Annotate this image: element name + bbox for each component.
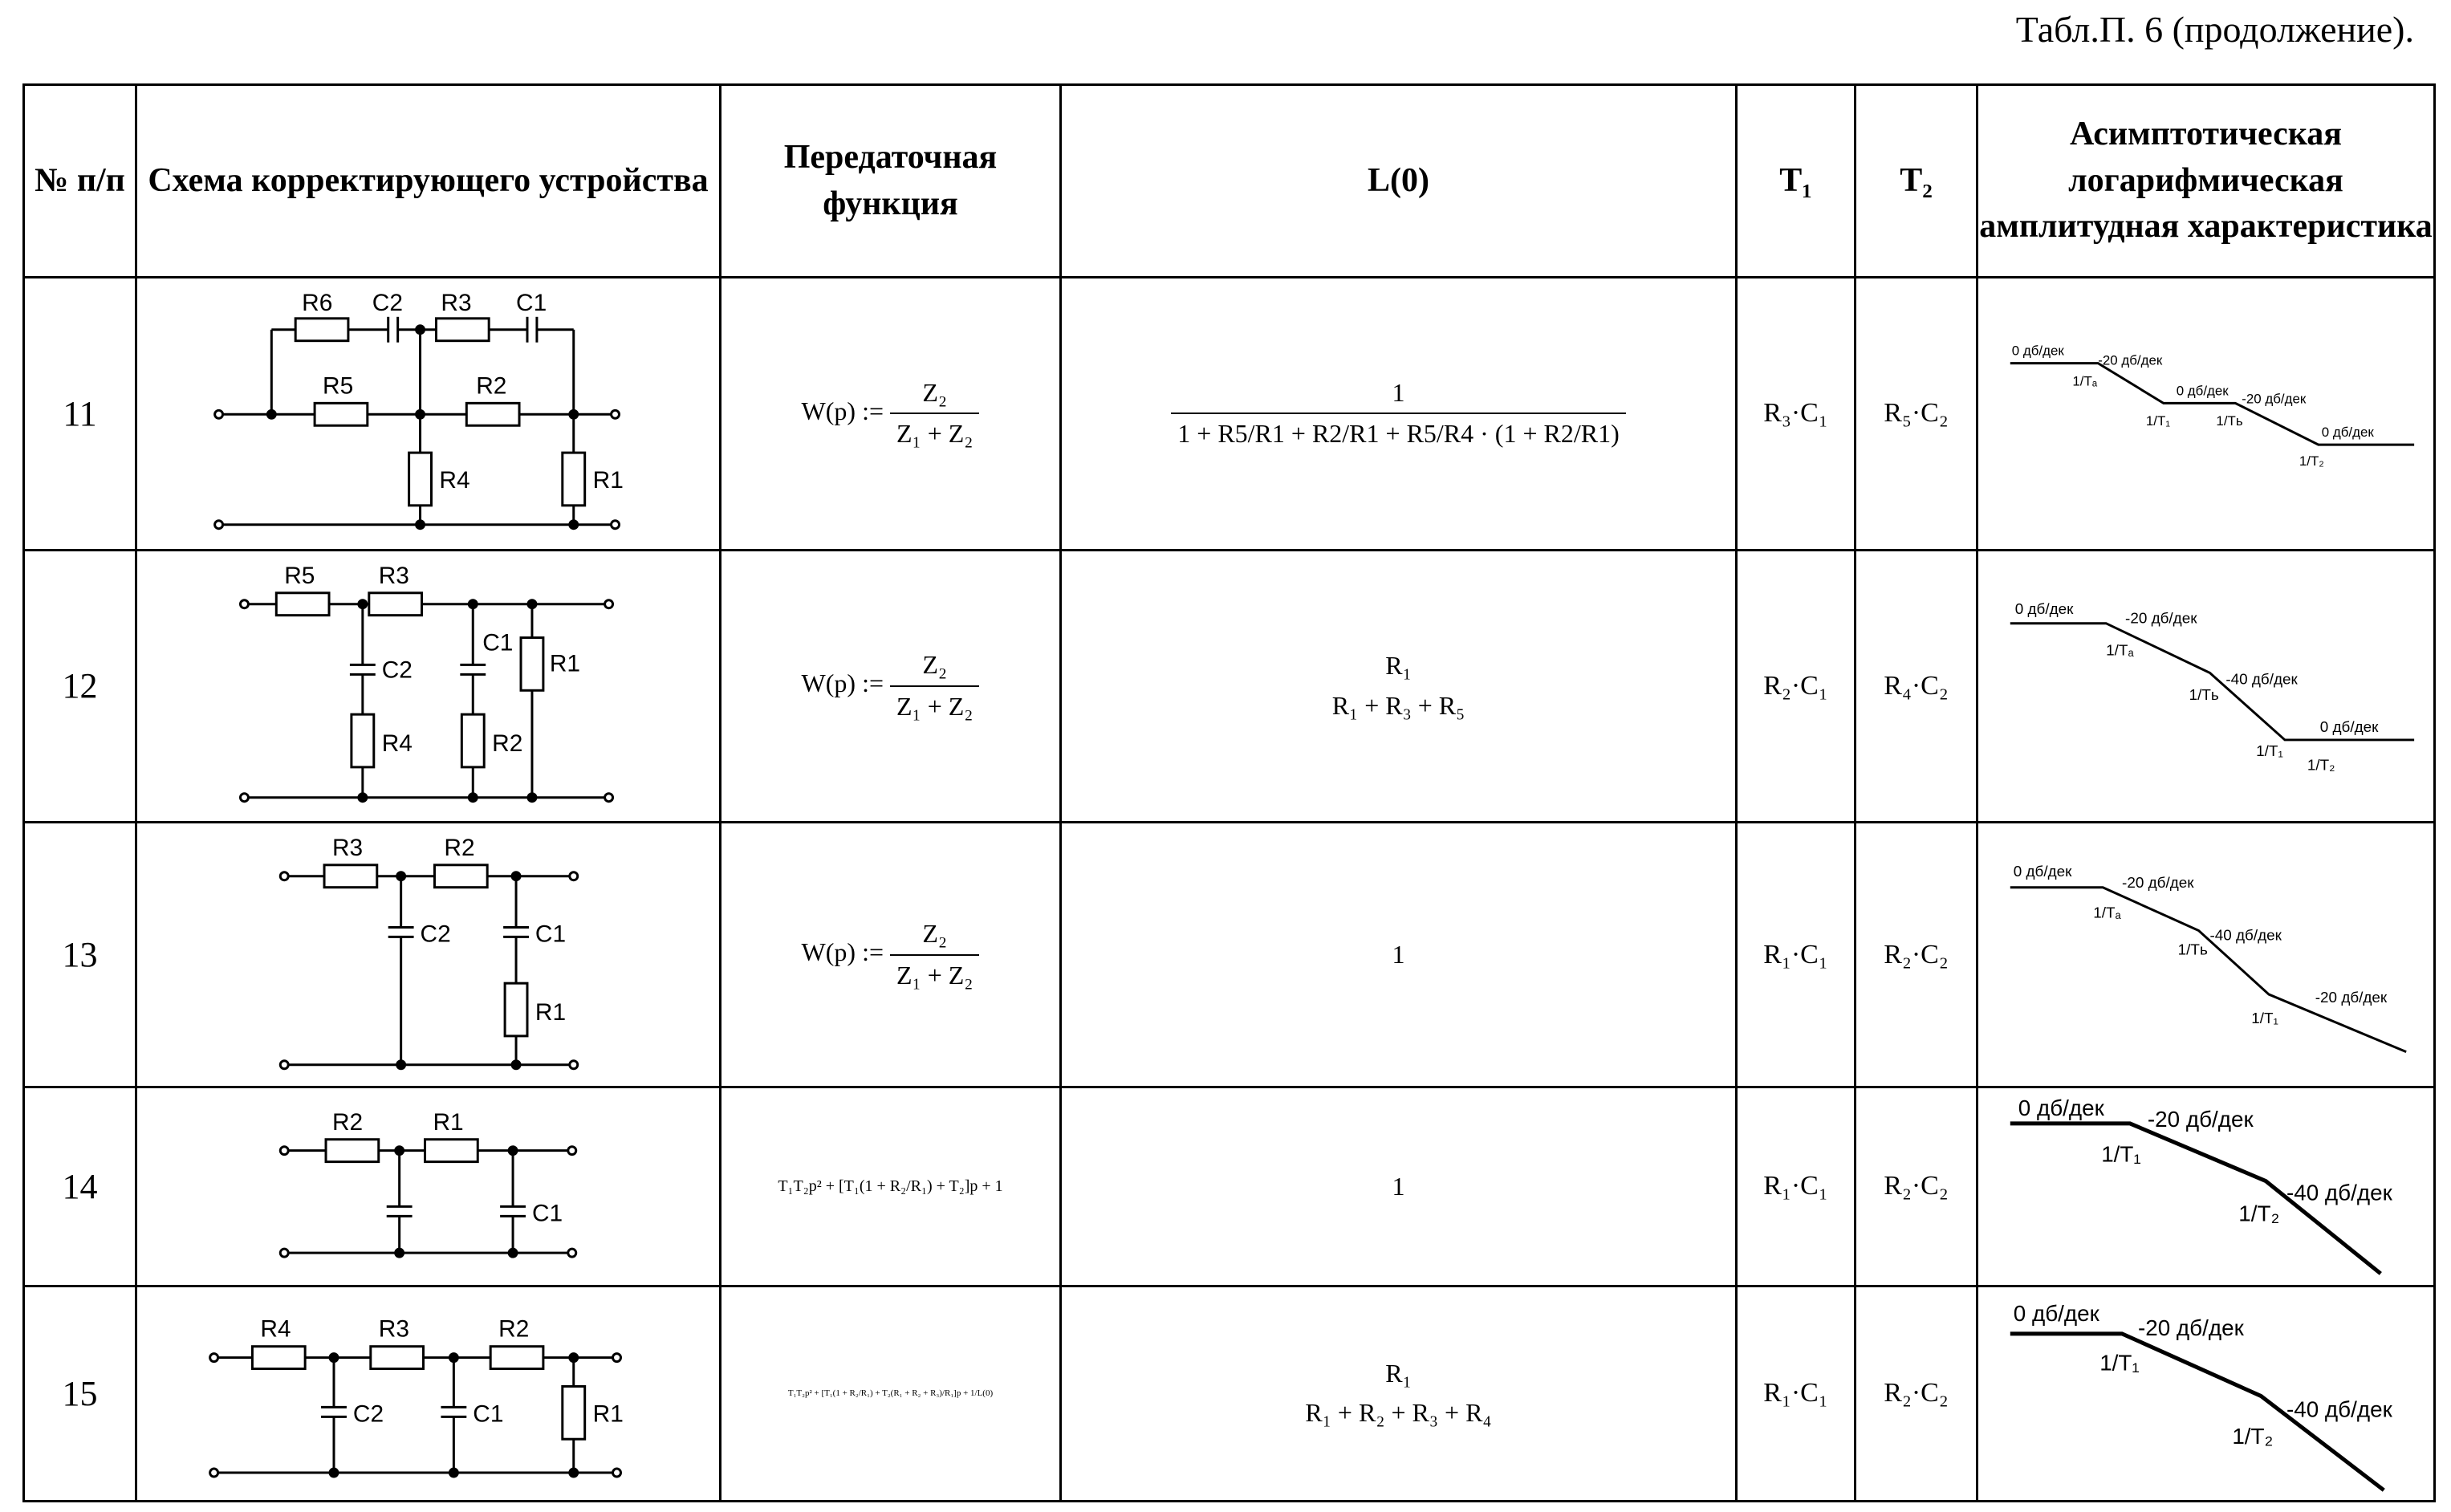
header-l0: L(0): [1061, 85, 1737, 278]
t1-value: R₁·C₁: [1737, 823, 1856, 1087]
circuit-diagram: [137, 278, 719, 549]
table-row: [24, 550, 2435, 823]
label-c1: C1: [535, 921, 567, 948]
label-c1: C1: [482, 629, 514, 656]
t1-value: R₁·C₁: [1737, 1087, 1856, 1286]
lah-diagram: [1978, 823, 2433, 1086]
l0-value: [1061, 1286, 1737, 1501]
header-transfer: Передаточная функция: [721, 85, 1061, 278]
l0-numerator: R₁: [1385, 1358, 1412, 1388]
label-c1: C1: [473, 1400, 504, 1428]
lah-slope-label: -20 дб/дек: [2098, 352, 2163, 368]
lah-slope-label: -20 дб/дек: [2122, 874, 2194, 892]
lah-slope-label: -20 дб/дек: [2147, 1106, 2254, 1132]
label-r4: R4: [260, 1315, 291, 1343]
label-c2: C2: [372, 289, 403, 316]
label-r1: R1: [535, 999, 567, 1026]
lah-plot: [1977, 278, 2435, 551]
lah-slope-label: 0 дб/дек: [2321, 425, 2374, 441]
label-r2: R2: [476, 372, 507, 400]
label-r2: R2: [331, 1108, 364, 1136]
lah-break-label: 1/T₁: [2145, 413, 2171, 429]
lah-break-label: 1/T₁: [2099, 1350, 2140, 1376]
row-number: 15: [24, 1286, 136, 1501]
circuit-schematic: [136, 1087, 721, 1286]
label-r6: R6: [302, 289, 333, 316]
header-t1: T₁: [1737, 85, 1856, 278]
label-r3: R3: [441, 289, 472, 316]
circuit-diagram: [137, 1088, 719, 1285]
header-row: [24, 85, 2435, 278]
transfer-lhs: W(p) :=: [801, 396, 884, 425]
row-number: 11: [24, 278, 136, 551]
lah-slope-label: -40 дб/дек: [2225, 670, 2298, 688]
label-r3: R3: [378, 1315, 409, 1343]
t2-value: R₂·C₂: [1856, 1087, 1977, 1286]
lah-slope-label: -40 дб/дек: [2286, 1180, 2392, 1205]
circuit-schematic: [136, 823, 721, 1087]
t2-value: R₄·C₂: [1856, 550, 1977, 823]
header-schema: Схема корректирующего устройства: [136, 85, 721, 278]
transfer-function: [721, 550, 1061, 823]
transfer-denominator: Z₁ + Z₂: [890, 685, 979, 724]
table-row: [24, 1286, 2435, 1501]
label-r1: R1: [592, 1400, 624, 1428]
lah-break-label: 1/T₂: [2238, 1201, 2280, 1226]
label-r1: R1: [549, 649, 581, 677]
t1-value: R₃·C₁: [1737, 278, 1856, 551]
label-r2: R2: [444, 835, 475, 862]
transfer-denominator: Z₁ + Z₂: [890, 413, 979, 451]
circuit-schematic: [136, 550, 721, 823]
transfer-numerator: Z₂: [922, 918, 948, 948]
lah-break-label: 1/Tь: [2189, 686, 2219, 704]
row-number: 14: [24, 1087, 136, 1286]
lah-slope-label: 0 дб/дек: [2018, 1095, 2104, 1120]
l0-numerator: 1: [1392, 377, 1405, 407]
lah-break-label: 1/T₁: [2251, 1010, 2278, 1028]
lah-slope-label: -20 дб/дек: [2125, 610, 2197, 628]
circuit-diagram: [137, 1287, 719, 1500]
l0-value: 1: [1061, 823, 1737, 1087]
lah-slope-label: 0 дб/дек: [2319, 718, 2379, 736]
transfer-function: [721, 823, 1061, 1087]
l0-denominator: R₁ + R₂ + R₃ + R₄: [1305, 1398, 1492, 1428]
lah-break-label: 1/Tₐ: [2072, 373, 2098, 389]
row-number: 13: [24, 823, 136, 1087]
lah-break-label: 1/Tь: [2216, 413, 2243, 429]
label-c2: C2: [420, 921, 451, 948]
lah-slope-label: 0 дб/дек: [2013, 1300, 2099, 1326]
label-c1: C1: [516, 289, 547, 316]
lah-slope-label: -20 дб/дек: [2242, 391, 2307, 407]
transfer-lhs: W(p) :=: [801, 937, 884, 966]
lah-break-label: 1/T₁: [2101, 1141, 2141, 1167]
lah-break-label: 1/T₂: [2299, 453, 2324, 469]
lah-diagram: [1978, 551, 2433, 822]
transfer-function: T₁T₂p² + [T₁(1 + R₂/R₁) + T₂]p + 1: [721, 1087, 1061, 1286]
l0-value: [1061, 278, 1737, 551]
lah-plot: [1977, 823, 2435, 1087]
lah-diagram: [1978, 1088, 2433, 1285]
lah-plot: [1977, 1286, 2435, 1501]
header-t2: T₂: [1856, 85, 1977, 278]
table-row: [24, 278, 2435, 551]
transfer-numerator: Z₂: [922, 377, 948, 407]
l0-value: [1061, 550, 1737, 823]
lah-break-label: 1/Tₐ: [2106, 642, 2134, 660]
label-r4: R4: [381, 730, 413, 757]
circuit-schematic: [136, 1286, 721, 1501]
lah-break-label: 1/T₂: [2307, 757, 2335, 774]
lah-break-label: 1/Tь: [2177, 941, 2208, 959]
lah-diagram: [1978, 1287, 2433, 1500]
transfer-function: [721, 278, 1061, 551]
lah-break-label: 1/Tₐ: [2093, 904, 2121, 922]
transfer-numerator: Z₂: [922, 650, 948, 680]
t1-value: R₁·C₁: [1737, 1286, 1856, 1501]
lah-plot: [1977, 550, 2435, 823]
t2-value: R₂·C₂: [1856, 1286, 1977, 1501]
l0-numerator: R₁: [1385, 651, 1412, 681]
lah-slope-label: -40 дб/дек: [2209, 927, 2282, 945]
circuit-schematic: [136, 278, 721, 551]
label-r4: R4: [439, 466, 470, 494]
label-r1: R1: [433, 1108, 464, 1136]
transfer-lhs: W(p) :=: [801, 669, 884, 698]
lah-slope-label: 0 дб/дек: [2176, 383, 2229, 399]
label-c2: C2: [352, 1400, 384, 1428]
header-lah: Асимптотическая логарифмическая амплитудная характеристика: [1977, 85, 2435, 278]
lah-slope-label: 0 дб/дек: [2013, 864, 2072, 881]
row-number: 12: [24, 550, 136, 823]
correction-devices-table: [22, 83, 2436, 1502]
lah-slope-label: -20 дб/дек: [2137, 1315, 2244, 1340]
label-c2: C2: [381, 656, 413, 683]
lah-slope-label: 0 дб/дек: [2011, 343, 2064, 359]
transfer-function: T₁T₂p² + [T₁(1 + R₂/R₁) + T₂(R₁ + R₂ + R₃)/R₁]p + 1/L(0): [721, 1286, 1061, 1501]
circuit-diagram: [137, 551, 719, 822]
header-num: № п/п: [24, 85, 136, 278]
t1-value: R₂·C₁: [1737, 550, 1856, 823]
lah-plot: [1977, 1087, 2435, 1286]
table-row: [24, 1087, 2435, 1286]
lah-slope-label: -40 дб/дек: [2286, 1396, 2392, 1422]
label-r2: R2: [498, 1315, 530, 1343]
label-r3: R3: [331, 835, 364, 862]
label-c1: C1: [531, 1200, 563, 1227]
lah-break-label: 1/T₁: [2256, 742, 2283, 760]
label-r5: R5: [284, 562, 315, 589]
table-row: [24, 823, 2435, 1087]
t2-value: R₂·C₂: [1856, 823, 1977, 1087]
label-r5: R5: [323, 372, 354, 400]
lah-break-label: 1/T₂: [2232, 1423, 2274, 1449]
lah-slope-label: 0 дб/дек: [2014, 600, 2074, 618]
label-r3: R3: [378, 562, 409, 589]
table-caption: Табл.П. 6 (продолжение).: [2015, 9, 2414, 50]
l0-value: 1: [1061, 1087, 1737, 1286]
transfer-denominator: Z₁ + Z₂: [890, 954, 979, 993]
lah-diagram: [1978, 278, 2433, 549]
lah-slope-label: -20 дб/дек: [2315, 990, 2388, 1007]
l0-denominator: 1 + R5/R1 + R2/R1 + R5/R4 · (1 + R2/R1): [1171, 413, 1625, 451]
circuit-diagram: [137, 823, 719, 1086]
label-r2: R2: [492, 730, 523, 757]
t2-value: R₅·C₂: [1856, 278, 1977, 551]
l0-denominator: R₁ + R₃ + R₅: [1331, 690, 1465, 720]
label-r1: R1: [592, 466, 624, 494]
